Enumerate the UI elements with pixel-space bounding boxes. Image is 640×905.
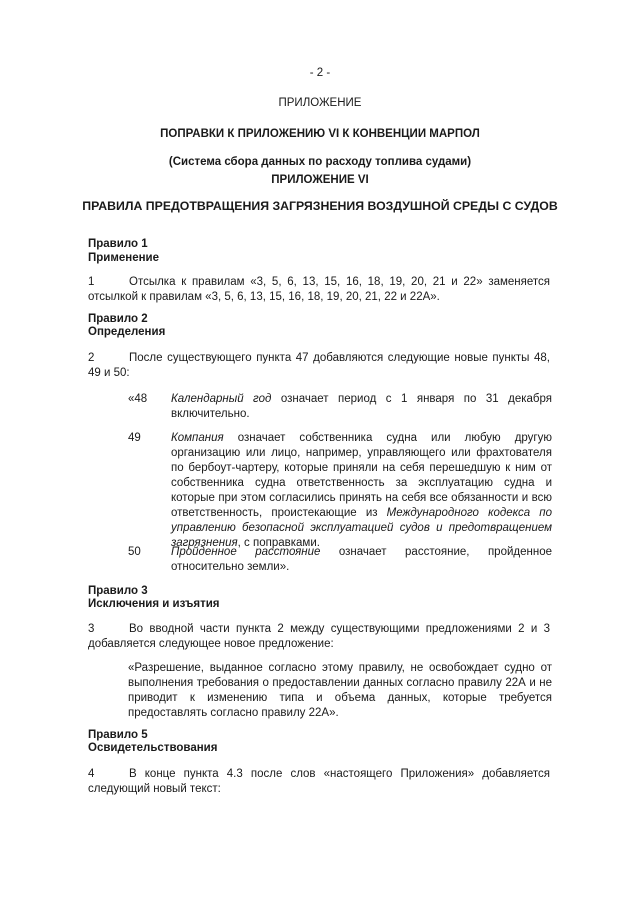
paragraph-text: В конце пункта 4.3 после слов «настоящего Приложения» добавляется следующий новый текст: (88, 768, 550, 795)
appendix-heading: ПРИЛОЖЕНИЕ (278, 97, 362, 109)
rule5-paragraph (88, 767, 550, 797)
rule2-label: Правило 2 (88, 313, 148, 325)
paragraph-text: После существующего пункта 47 добавляются следующие новые пункты 48, 49 и 50: (88, 352, 550, 379)
inserted-sentence: «Разрешение, выданное согласно этому правилу, не освобождает судно от выполнения требования о предоставлении данных согласно правилу 22А и не приводит к изменению типа и объема данных, которые требуется предоставлять согласно правилу 22А». (128, 662, 552, 719)
rule1-label: Правило 1 (88, 238, 148, 250)
paragraph-number: 1 (88, 276, 95, 288)
paragraph-text: Во вводной части пункта 2 между существующими предложениями 2 и 3 добавляется следующее новое предложение: (88, 623, 550, 650)
rule1-paragraph (88, 275, 550, 305)
document-subtitle: (Система сбора данных по расходу топлива судами) (168, 156, 472, 168)
paragraph-number: 3 (88, 623, 95, 635)
rule5-label: Правило 5 (88, 729, 148, 741)
rule3-paragraph (88, 622, 550, 652)
annex-heading: ПРИЛОЖЕНИЕ VI (271, 174, 369, 186)
document-title: ПОПРАВКИ К ПРИЛОЖЕНИЮ VI К КОНВЕНЦИИ МАРПОЛ (160, 128, 480, 140)
definition-49: Компания означает собственника судна или любую другую организацию или лицо, например, управляющего или фрахтователя по бербоут-чартеру, которые приняли на себя перешедшую к ним от собственника судна ответственность за эксплуатацию судна и которые при этом согласились принять на себя все обязанности и всю ответственность, проистекающие из Международного кодекса по управлению безопасной эксплуатацией судов и предотвращением загрязнения, с поправками. (171, 432, 552, 549)
rule2-name: Определения (88, 326, 166, 338)
rule2-paragraph (88, 351, 550, 381)
definition-50: Пройденное расстояние означает расстояние, пройденное относительно земли». (171, 546, 552, 573)
paragraph-number: 2 (88, 352, 95, 364)
definition-48-number: «48 (128, 393, 148, 405)
rule3-label: Правило 3 (88, 585, 148, 597)
page-number: - 2 - (309, 67, 331, 79)
paragraph-number: 4 (88, 768, 95, 780)
definition-term: Компания (171, 432, 224, 444)
definition-48: Календарный год означает период с 1 января по 31 декабря включительно. (171, 393, 553, 420)
rule3-name: Исключения и изъятия (88, 598, 220, 610)
rule5-name: Освидетельствования (88, 742, 218, 754)
code-reference: Международного кодекса по управлению безопасной эксплуатацией судов и предотвращением загрязнения (171, 507, 552, 549)
definition-term: Календарный год (171, 393, 272, 405)
rule1-name: Применение (88, 252, 160, 264)
paragraph-text: Отсылка к правилам «3, 5, 6, 13, 15, 16, 18, 19, 20, 21 и 22» заменяется отсылкой к правилам «3, 5, 6, 13, 15, 16, 18, 19, 20, 21, 22 и 22А». (88, 276, 550, 303)
definition-term: Пройденное расстояние (171, 546, 321, 558)
definition-49-number: 49 (128, 432, 141, 444)
annex-title: ПРАВИЛА ПРЕДОТВРАЩЕНИЯ ЗАГРЯЗНЕНИЯ ВОЗДУШНОЙ СРЕДЫ С СУДОВ (82, 199, 558, 213)
definition-50-number: 50 (128, 546, 141, 558)
